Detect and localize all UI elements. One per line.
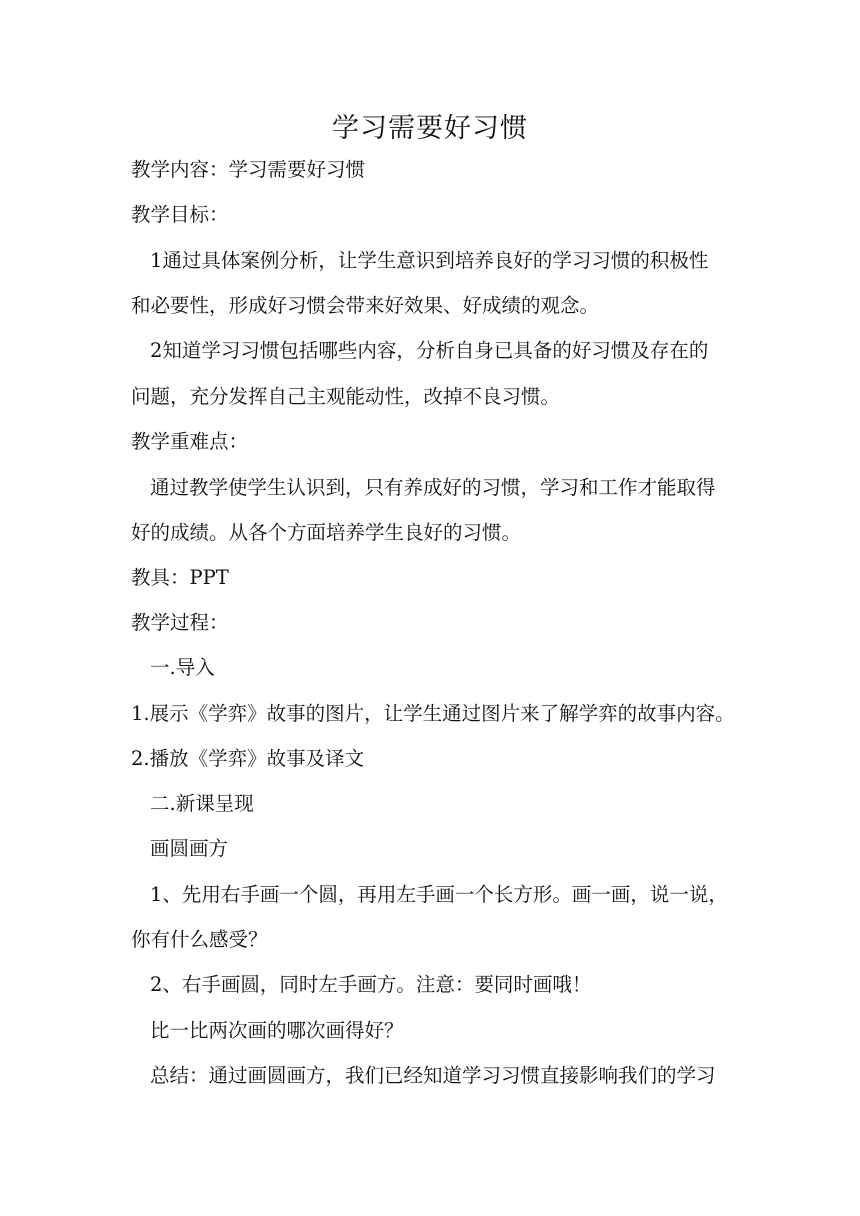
goal-1-line-1: 1通过具体案例分析，让学生意识到培养良好的学习习惯的积极性 <box>150 249 709 272</box>
goal-2-line-1: 2知道学习习惯包括哪些内容，分析自身已具备的好习惯及存在的 <box>150 339 709 362</box>
section-new-lesson-heading: 二.新课呈现 <box>150 792 254 815</box>
goal-1-line-2: 和必要性，形成好习惯会带来好效果、好成绩的观念。 <box>131 294 600 317</box>
activity-step-2: 2、右手画圆，同时左手画方。注意：要同时画哦！ <box>150 973 592 996</box>
activity-step-1-line-1: 1、先用右手画一个圆，再用左手画一个长方形。画一画，说一说， <box>150 883 728 906</box>
teaching-aids-line: 教具：PPT <box>131 566 229 589</box>
document-title: 学习需要好习惯 <box>332 113 528 144</box>
teaching-goals-heading: 教学目标： <box>131 203 229 226</box>
intro-step-2: 2.播放《学弈》故事及译文 <box>131 747 365 770</box>
goal-2-line-2: 问题，充分发挥自己主观能动性，改掉不良习惯。 <box>131 385 561 408</box>
key-points-heading: 教学重难点： <box>131 430 249 453</box>
activity-title: 画圆画方 <box>150 837 229 860</box>
activity-step-1-line-2: 你有什么感受？ <box>131 928 268 951</box>
comparison-question: 比一比两次画的哪次画得好？ <box>150 1019 404 1042</box>
intro-step-1: 1.展示《学弈》故事的图片，让学生通过图片来了解学弈的故事内容。 <box>131 702 735 725</box>
key-points-line-1: 通过教学使学生认识到，只有养成好的习惯，学习和工作才能取得 <box>150 476 716 499</box>
teaching-process-heading: 教学过程： <box>131 611 229 634</box>
summary-line: 总结：通过画圆画方，我们已经知道学习习惯直接影响我们的学习 <box>150 1064 716 1087</box>
section-intro-heading: 一.导入 <box>150 656 215 679</box>
teaching-content-line: 教学内容：学习需要好习惯 <box>131 158 366 181</box>
key-points-line-2: 好的成绩。从各个方面培养学生良好的习惯。 <box>131 521 522 544</box>
